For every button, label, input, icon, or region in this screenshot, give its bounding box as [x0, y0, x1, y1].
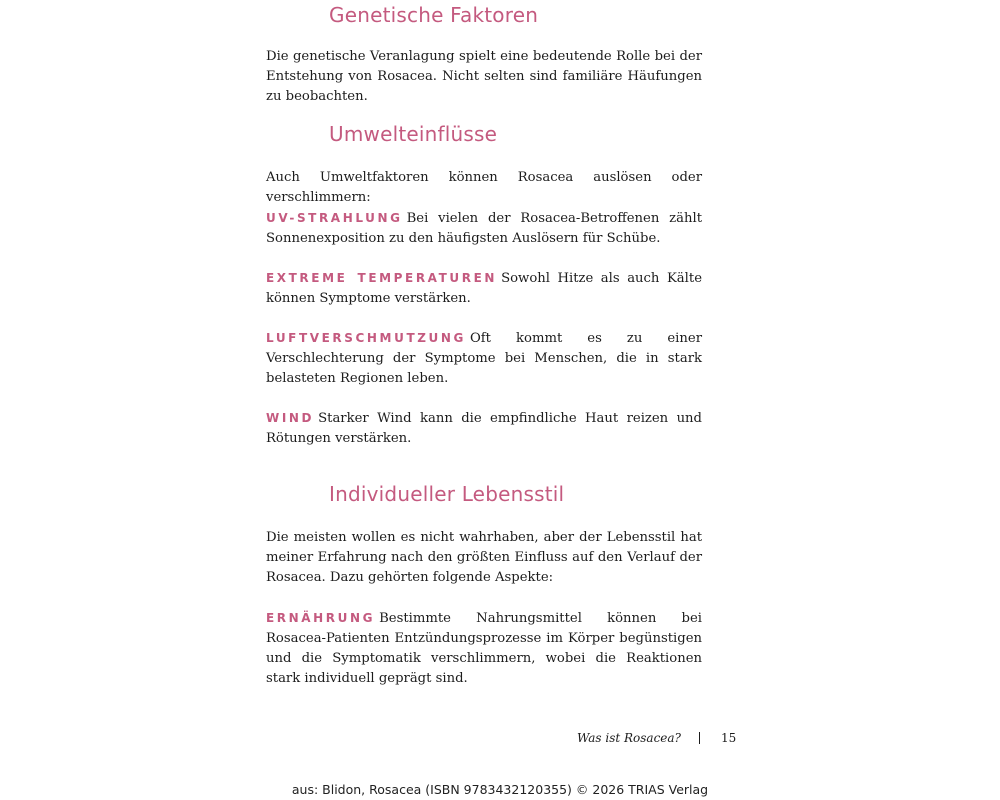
keyword-luftverschmutzung: LUFTVERSCHMUTZUNG	[266, 331, 466, 345]
keyword-wind: WIND	[266, 411, 315, 425]
paragraph-umwelt-intro: Auch Umweltfaktoren können Rosacea auslösen oder verschlimmern:	[266, 170, 702, 205]
item-text: Sowohl Hitze als auch Kälte können Symptome verstärken.	[266, 271, 702, 306]
item-text: Oft kommt es zu einer Verschlechterung der Symptome bei Menschen, die in stark belasteten Regionen leben.	[266, 331, 702, 386]
heading-individueller-lebensstil: Individueller Lebensstil	[329, 482, 565, 506]
item-extreme-temperaturen	[266, 268, 702, 309]
item-text: Bei vielen der Rosacea-Betroffenen zählt Sonnenexposition zu den häufigsten Auslösern für Schübe.	[266, 211, 702, 246]
item-text: Starker Wind kann die empfindliche Haut reizen und Rötungen verstärken.	[266, 411, 702, 446]
item-text: Bestimmte Nahrungsmittel können bei Rosacea-Patienten Entzündungsprozesse im Körper begünstigen und die Symptomatik verschlimmern, wobei die Reaktionen stark individuell geprägt sind.	[266, 611, 702, 686]
running-title: Was ist Rosacea?	[576, 731, 681, 745]
item-wind	[266, 408, 702, 449]
item-luftverschmutzung	[266, 328, 702, 389]
source-line: aus: Blidon, Rosacea (ISBN 9783432120355) © 2026 TRIAS Verlag	[291, 782, 709, 797]
keyword-uv-strahlung: UV-STRAHLUNG	[266, 211, 403, 225]
paragraph-lebensstil-intro: Die meisten wollen es nicht wahrhaben, aber der Lebensstil hat meiner Erfahrung nach den größten Einfluss auf den Verlauf der Rosacea. Dazu gehörten folgende Aspekte:	[266, 530, 702, 585]
page-number: 15	[721, 731, 737, 745]
paragraph-genetik: Die genetische Veranlagung spielt eine bedeutende Rolle bei der Entstehung von Rosacea. Nicht selten sind familiäre Häufungen zu beobachten.	[266, 49, 702, 104]
footer-separator	[699, 732, 700, 744]
item-ernaehrung	[266, 608, 702, 689]
heading-genetische-faktoren: Genetische Faktoren	[329, 3, 539, 27]
keyword-ernaehrung: ERNÄHRUNG	[266, 611, 376, 625]
heading-umwelteinfluesse: Umwelteinflüsse	[329, 122, 498, 146]
keyword-extreme-temperaturen: EXTREME TEMPERATUREN	[266, 271, 498, 285]
item-uv-strahlung	[266, 208, 702, 249]
